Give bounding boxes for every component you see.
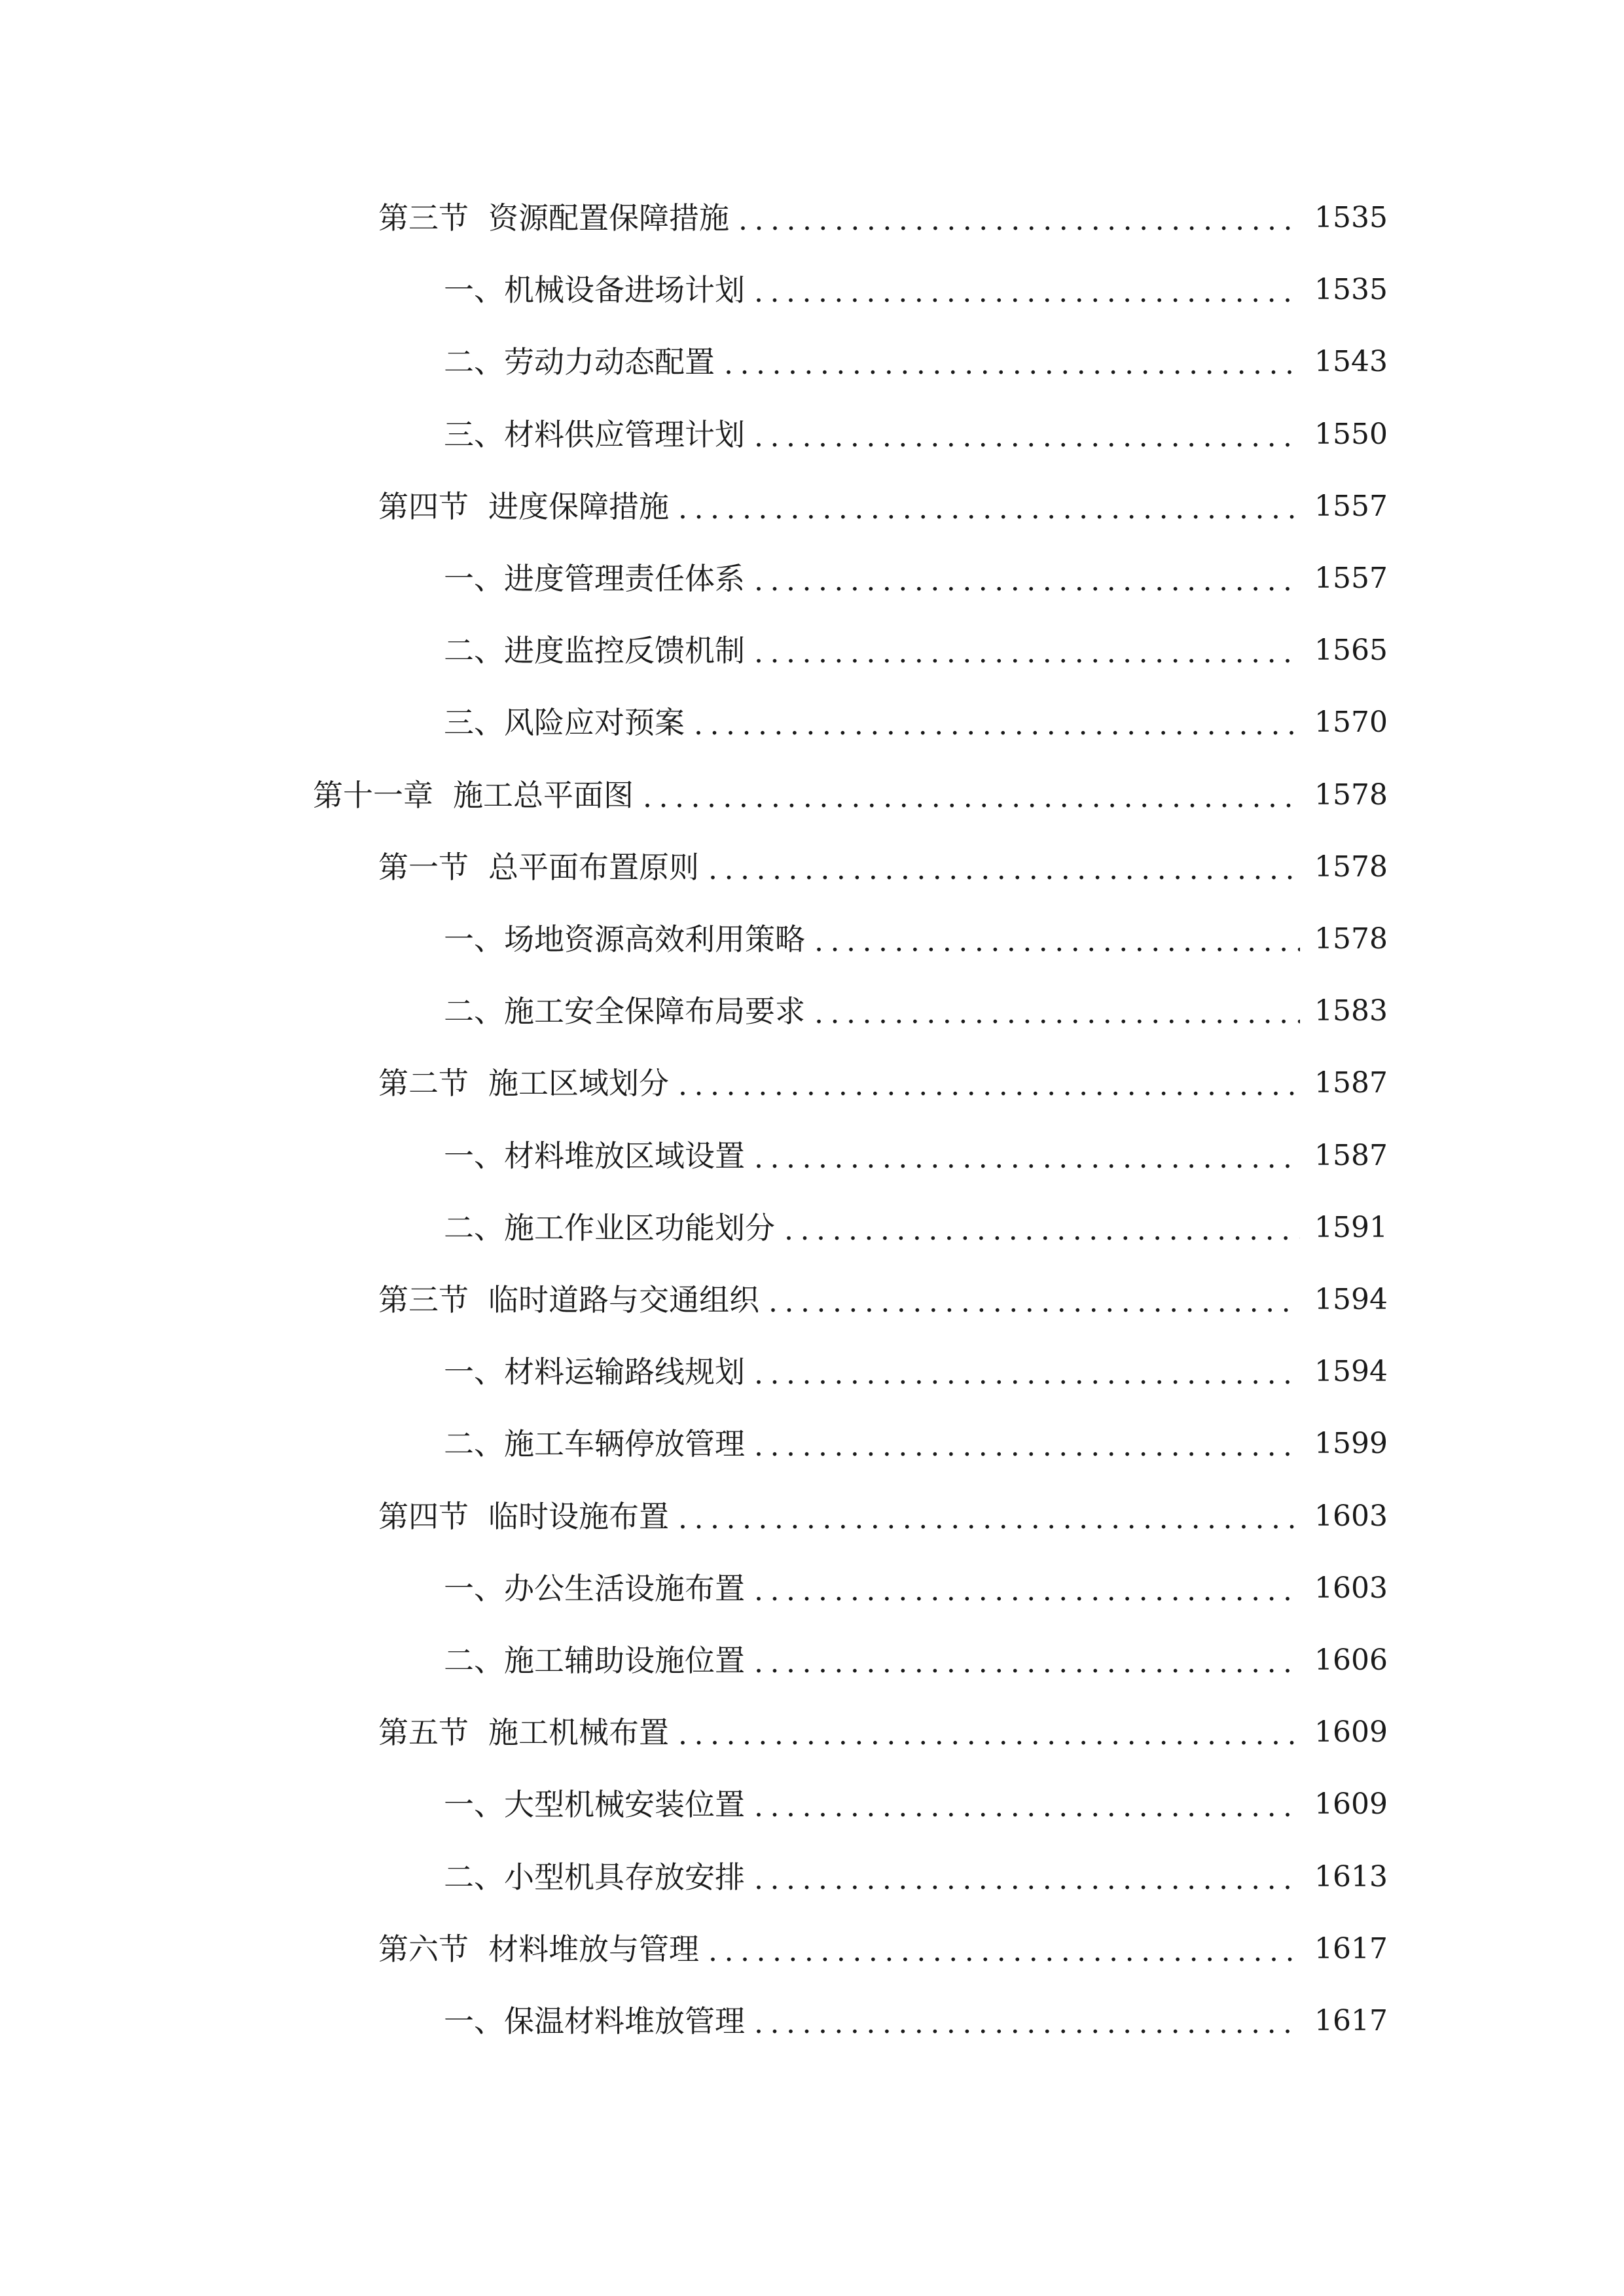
toc-entry-number: 二、 bbox=[444, 1210, 504, 1246]
toc-entry-title: 施工作业区功能划分 bbox=[504, 1210, 775, 1246]
toc-entry-title: 资源配置保障措施 bbox=[488, 200, 729, 236]
toc-entry-number: 第四节 bbox=[378, 489, 469, 524]
toc-entry-title: 风险应对预案 bbox=[504, 705, 685, 740]
toc-entry-number: 第二节 bbox=[378, 1066, 469, 1101]
toc-entry-number: 二、 bbox=[444, 1859, 504, 1895]
toc-entry[interactable] bbox=[444, 543, 1388, 615]
toc-entry-number: 一、 bbox=[444, 2003, 504, 2039]
toc-entry-number: 第四节 bbox=[378, 1499, 469, 1534]
toc-entry-page-number: 1603 bbox=[1314, 1571, 1388, 1605]
dot-leader bbox=[678, 1721, 1300, 1749]
toc-entry-page-number: 1587 bbox=[1314, 1066, 1388, 1100]
toc-entry-number: 一、 bbox=[444, 561, 504, 596]
toc-entry-title: 进度管理责任体系 bbox=[504, 561, 745, 596]
toc-entry-title: 小型机具存放安排 bbox=[504, 1859, 745, 1895]
toc-entry-page-number: 1550 bbox=[1314, 418, 1388, 451]
dot-leader bbox=[754, 1360, 1300, 1389]
dot-leader bbox=[708, 855, 1300, 884]
toc-entry-page-number: 1617 bbox=[1314, 1932, 1388, 1965]
toc-entry-title: 机械设备进场计划 bbox=[504, 272, 745, 308]
toc-entry-number: 一、 bbox=[444, 1138, 504, 1174]
dot-leader bbox=[754, 639, 1300, 668]
toc-entry[interactable] bbox=[378, 1480, 1388, 1552]
toc-entry-title: 施工总平面图 bbox=[453, 778, 634, 813]
toc-entry-title: 保温材料堆放管理 bbox=[504, 2003, 745, 2039]
toc-entry-number: 第六节 bbox=[378, 1931, 469, 1967]
toc-entry-page-number: 1594 bbox=[1314, 1355, 1388, 1388]
toc-entry-number: 第三节 bbox=[378, 1282, 469, 1318]
toc-entry[interactable] bbox=[444, 1624, 1388, 1696]
toc-entry-number: 第一节 bbox=[378, 850, 469, 885]
toc-entry-number: 一、 bbox=[444, 1571, 504, 1606]
toc-entry[interactable] bbox=[444, 1408, 1388, 1480]
toc-entry-title: 进度保障措施 bbox=[488, 489, 669, 524]
toc-entry[interactable] bbox=[444, 1192, 1388, 1264]
dot-leader bbox=[678, 1071, 1300, 1100]
dot-leader bbox=[678, 495, 1300, 524]
toc-entry-title: 劳动力动态配置 bbox=[504, 344, 715, 380]
toc-entry-page-number: 1603 bbox=[1314, 1499, 1388, 1533]
toc-entry[interactable] bbox=[444, 1768, 1388, 1840]
dot-leader bbox=[708, 1937, 1300, 1966]
toc-entry-page-number: 1557 bbox=[1314, 562, 1388, 595]
toc-entry-title: 场地资源高效利用策略 bbox=[504, 922, 805, 957]
toc-entry-number: 一、 bbox=[444, 922, 504, 957]
dot-leader bbox=[754, 1793, 1300, 1821]
toc-entry[interactable] bbox=[444, 1841, 1388, 1913]
dot-leader bbox=[754, 1649, 1300, 1677]
toc-entry[interactable] bbox=[378, 1264, 1388, 1336]
toc-entry-page-number: 1617 bbox=[1314, 2004, 1388, 2037]
toc-entry[interactable] bbox=[378, 471, 1388, 543]
toc-entry[interactable] bbox=[444, 1985, 1388, 2057]
toc-entry-title: 临时道路与交通组织 bbox=[488, 1282, 759, 1318]
toc-entry-title: 材料运输路线规划 bbox=[504, 1354, 745, 1390]
toc-entry-page-number: 1535 bbox=[1314, 273, 1388, 306]
toc-entry[interactable] bbox=[444, 615, 1388, 687]
toc-entry[interactable] bbox=[444, 326, 1388, 398]
toc-entry-page-number: 1609 bbox=[1314, 1787, 1388, 1821]
dot-leader bbox=[754, 2009, 1300, 2038]
toc-entry-page-number: 1583 bbox=[1314, 994, 1388, 1028]
toc-entry[interactable] bbox=[444, 1552, 1388, 1624]
toc-entry-page-number: 1578 bbox=[1314, 778, 1388, 812]
dot-leader bbox=[814, 927, 1300, 956]
toc-entry-page-number: 1587 bbox=[1314, 1139, 1388, 1172]
toc-entry-title: 材料堆放与管理 bbox=[488, 1931, 699, 1967]
toc-entry-page-number: 1578 bbox=[1314, 922, 1388, 956]
toc-entry-page-number: 1543 bbox=[1314, 345, 1388, 378]
toc-entry-page-number: 1613 bbox=[1314, 1860, 1388, 1893]
toc-entry-page-number: 1557 bbox=[1314, 490, 1388, 523]
toc-entry-page-number: 1594 bbox=[1314, 1283, 1388, 1316]
dot-leader bbox=[784, 1216, 1300, 1245]
toc-entry-number: 第五节 bbox=[378, 1715, 469, 1750]
toc-entry[interactable] bbox=[444, 687, 1388, 759]
toc-entry-number: 第十一章 bbox=[313, 778, 433, 813]
toc-entry[interactable] bbox=[378, 1913, 1388, 1985]
toc-entry-number: 第三节 bbox=[378, 200, 469, 236]
toc-entry-number: 三、 bbox=[444, 417, 504, 452]
toc-entry-page-number: 1565 bbox=[1314, 634, 1388, 667]
toc-entry-page-number: 1609 bbox=[1314, 1715, 1388, 1749]
toc-entry-title: 施工机械布置 bbox=[488, 1715, 669, 1750]
toc-entry-number: 二、 bbox=[444, 1426, 504, 1462]
toc-entry-number: 三、 bbox=[444, 705, 504, 740]
toc-entry[interactable] bbox=[313, 759, 1388, 831]
toc-entry[interactable] bbox=[378, 182, 1388, 254]
toc-entry[interactable] bbox=[444, 399, 1388, 471]
toc-entry-number: 二、 bbox=[444, 344, 504, 380]
toc-entry[interactable] bbox=[378, 1047, 1388, 1119]
dot-leader bbox=[768, 1288, 1300, 1317]
dot-leader bbox=[724, 350, 1300, 379]
dot-leader bbox=[694, 711, 1300, 740]
dot-leader bbox=[754, 1865, 1300, 1894]
toc-entry-page-number: 1570 bbox=[1314, 706, 1388, 739]
dot-leader bbox=[754, 1144, 1300, 1173]
toc-entry-number: 二、 bbox=[444, 1643, 504, 1678]
dot-leader bbox=[738, 206, 1300, 235]
toc-entry-number: 一、 bbox=[444, 1787, 504, 1822]
toc-entry-title: 进度监控反馈机制 bbox=[504, 633, 745, 668]
toc-entry-title: 材料堆放区域设置 bbox=[504, 1138, 745, 1174]
toc-entry[interactable] bbox=[378, 1696, 1388, 1768]
toc-entry-title: 大型机械安装位置 bbox=[504, 1787, 745, 1822]
toc-entry[interactable] bbox=[378, 831, 1388, 903]
dot-leader bbox=[754, 1577, 1300, 1605]
toc-entry-number: 一、 bbox=[444, 1354, 504, 1390]
toc-entry-title: 施工辅助设施位置 bbox=[504, 1643, 745, 1678]
toc-entry-title: 施工车辆停放管理 bbox=[504, 1426, 745, 1462]
toc-entry[interactable] bbox=[444, 975, 1388, 1047]
toc-entry-page-number: 1599 bbox=[1314, 1427, 1388, 1460]
dot-leader bbox=[814, 999, 1300, 1028]
dot-leader bbox=[754, 278, 1300, 307]
toc-entry[interactable] bbox=[444, 1336, 1388, 1408]
toc-entry-page-number: 1591 bbox=[1314, 1211, 1388, 1244]
toc-entry-page-number: 1606 bbox=[1314, 1643, 1388, 1677]
toc-entry-title: 材料供应管理计划 bbox=[504, 417, 745, 452]
toc-entry-title: 总平面布置原则 bbox=[488, 850, 699, 885]
toc-entry-page-number: 1535 bbox=[1314, 201, 1388, 234]
toc-entry-title: 施工安全保障布局要求 bbox=[504, 994, 805, 1029]
toc-entry[interactable] bbox=[444, 254, 1388, 326]
toc-entry-title: 临时设施布置 bbox=[488, 1499, 669, 1534]
dot-leader bbox=[754, 567, 1300, 596]
toc-entry-page-number: 1578 bbox=[1314, 850, 1388, 884]
dot-leader bbox=[754, 1432, 1300, 1461]
toc-entry-title: 办公生活设施布置 bbox=[504, 1571, 745, 1606]
dot-leader bbox=[754, 423, 1300, 452]
toc-entry-number: 二、 bbox=[444, 994, 504, 1029]
dot-leader bbox=[678, 1505, 1300, 1534]
toc-entry[interactable] bbox=[444, 903, 1388, 975]
toc-entry-title: 施工区域划分 bbox=[488, 1066, 669, 1101]
toc-entry-number: 二、 bbox=[444, 633, 504, 668]
toc-entry[interactable] bbox=[444, 1120, 1388, 1192]
dot-leader bbox=[643, 783, 1300, 812]
toc-entry-number: 一、 bbox=[444, 272, 504, 308]
